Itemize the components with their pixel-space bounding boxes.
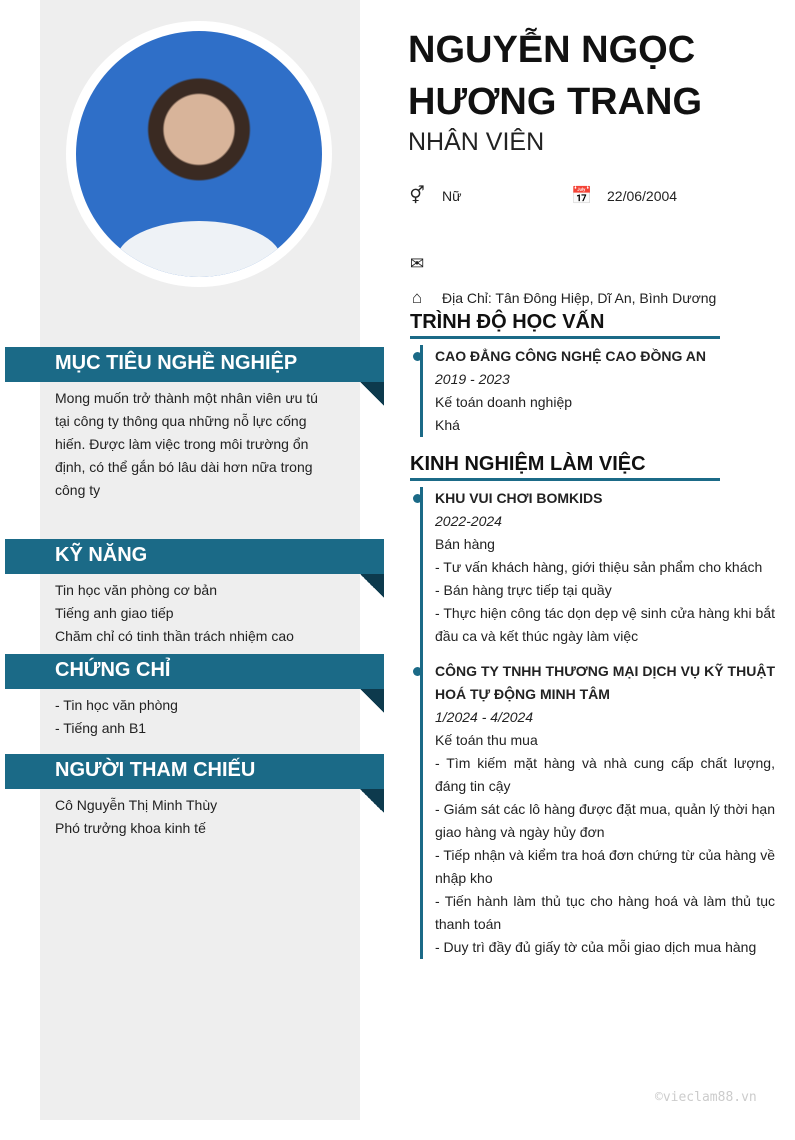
certificates-heading: CHỨNG CHỈ [5, 654, 384, 689]
dob-value: 22/06/2004 [607, 188, 678, 204]
skills-list [55, 579, 325, 648]
envelope-icon: ✉ [409, 254, 425, 273]
references-heading: NGƯỜI THAM CHIẾU [5, 754, 384, 789]
experience-entry [420, 487, 775, 648]
gender-value: Nữ [442, 188, 462, 204]
duty-item: - Tư vấn khách hàng, giới thiệu sản phẩm cho khách [435, 559, 763, 575]
experience-dates: 2022-2024 [435, 513, 502, 529]
ribbon-fold [360, 382, 384, 406]
education-timeline [420, 345, 775, 437]
position: Bán hàng [435, 536, 495, 552]
address-row [406, 288, 716, 308]
ribbon-fold [360, 689, 384, 713]
experience-heading: KINH NGHIỆM LÀM VIỆC [410, 453, 720, 481]
objective-heading: MỤC TIÊU NGHỀ NGHIỆP [5, 347, 384, 382]
education-dates: 2019 - 2023 [435, 371, 510, 387]
job-title: NHÂN VIÊN [408, 128, 545, 156]
home-icon: ⌂ [411, 288, 423, 307]
education-entry [420, 345, 775, 437]
certificate-item: - Tiếng anh B1 [55, 720, 147, 736]
objective-line: Mong muốn trở thành một nhân viên ưu tú [55, 390, 318, 406]
objective-text [55, 387, 325, 502]
duty-item: - Tìm kiếm mặt hàng và nhà cung cấp chất lượng, đáng tin cậy [435, 755, 775, 794]
name-line: NGUYỄN NGỌC [408, 29, 696, 71]
references-list [55, 794, 325, 840]
skills-heading: KỸ NĂNG [5, 539, 384, 574]
company-name: CÔNG TY TNHH THƯƠNG MẠI DỊCH VỤ KỸ THUẬT HOÁ TỰ ĐỘNG MINH TÂM [435, 663, 775, 702]
skill-item: Tiếng anh giao tiếp [55, 605, 174, 621]
skill-item: Tin học văn phòng cơ bản [55, 582, 217, 598]
calendar-icon: 📅 [571, 186, 593, 205]
address-value: Địa Chỉ: Tân Đông Hiệp, Dĩ An, Bình Dương [442, 290, 717, 306]
timeline-dot [413, 494, 422, 503]
duty-item: - Thực hiện công tác dọn dẹp vệ sinh cửa hàng khi bắt đầu ca và kết thúc ngày làm việc [435, 605, 775, 644]
timeline-dot [413, 352, 422, 361]
ribbon-fold [360, 789, 384, 813]
email-row [406, 254, 442, 274]
dob-row [571, 186, 677, 206]
duty-item: - Giám sát các lô hàng được đặt mua, quản lý thời hạn giao hàng và ngày hủy đơn [435, 801, 775, 840]
education-heading: TRÌNH ĐỘ HỌC VẤN [410, 311, 720, 339]
duty-item: - Tiếp nhận và kiểm tra hoá đơn chứng từ của hàng về nhập kho [435, 847, 775, 886]
gender-icon: ⚥ [409, 186, 425, 205]
company-name: KHU VUI CHƠI BOMKIDS [435, 490, 603, 506]
gender-row [406, 186, 461, 206]
reference-name: Cô Nguyễn Thị Minh Thùy [55, 797, 218, 813]
experience-timeline [420, 487, 775, 959]
duty-item: - Bán hàng trực tiếp tại quầy [435, 582, 612, 598]
certificate-item: - Tin học văn phòng [55, 697, 178, 713]
full-name [408, 24, 702, 128]
major: Kế toán doanh nghiệp [435, 394, 573, 410]
duty-item: - Duy trì đầy đủ giấy tờ của mỗi giao dịch mua hàng [435, 939, 757, 955]
grade: Khá [435, 417, 460, 433]
skill-item: Chăm chỉ có tinh thần trách nhiệm cao [55, 628, 294, 644]
timeline-dot [413, 667, 422, 676]
name-line: HƯƠNG TRANG [408, 81, 703, 123]
experience-dates: 1/2024 - 4/2024 [435, 709, 534, 725]
position: Kế toán thu mua [435, 732, 538, 748]
ribbon-fold [360, 574, 384, 598]
school-name: CAO ĐẲNG CÔNG NGHỆ CAO ĐỒNG AN [435, 348, 706, 364]
profile-photo [66, 21, 332, 287]
reference-title: Phó trưởng khoa kinh tế [55, 820, 206, 836]
watermark: ©vieclam88.vn [655, 1090, 757, 1105]
certificates-list [55, 694, 325, 740]
objective-line: tại công ty thông qua những nỗ lực cống hiến. Được làm việc trong môi trường ổn định, có thể gắn bó lâu dài hơn nữa trong công ty [55, 413, 313, 498]
duty-item: - Tiến hành làm thủ tục cho hàng hoá và làm thủ tục thanh toán [435, 893, 775, 932]
experience-entry [420, 660, 775, 959]
